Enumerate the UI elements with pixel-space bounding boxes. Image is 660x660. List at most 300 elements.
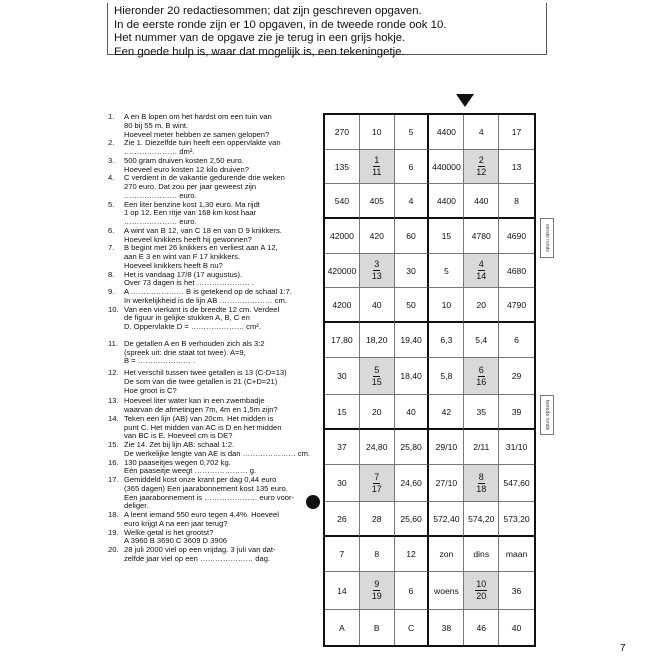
answer-cell [360, 395, 395, 430]
cell-number-pair [372, 365, 382, 388]
question-text-line: Zie 14. Zet bij lijn AB: schaal 1:2. [124, 440, 235, 449]
answer-cell [429, 358, 464, 396]
answer-cell [395, 323, 430, 358]
answer-cell [395, 465, 430, 503]
answer-cell [499, 358, 534, 396]
question-text-line: Hoe groot is C? [124, 385, 177, 395]
cell-value: 37 [337, 441, 347, 452]
question-item [108, 113, 308, 139]
question-number-cell [360, 254, 395, 289]
answer-cell [499, 150, 534, 185]
cell-value: 30 [337, 371, 347, 382]
cell-value: 30 [406, 265, 416, 276]
question-text-line: 130 paaseitjes wegen 0,702 kg. [124, 457, 231, 467]
cell-value: 29 [511, 371, 522, 382]
answer-cell [429, 610, 464, 645]
answer-cell [395, 610, 430, 645]
answer-cell [464, 502, 499, 537]
question-item [108, 174, 308, 200]
question-number-cell [464, 358, 499, 396]
question-text-line: ………………… dm². [124, 147, 195, 156]
cell-value: 40 [406, 406, 416, 417]
cell-question-number: 14 [476, 271, 487, 282]
question-text-line: de figuur in gelijke stukken A, B, C en [124, 313, 250, 323]
question-number: 1. [108, 112, 115, 121]
question-number: 11. [108, 338, 118, 348]
question-number: 14. [108, 413, 119, 423]
question-text-line: zelfde jaar viel op een ………………… dag. [124, 553, 271, 563]
cell-value: 573,20 [503, 513, 530, 524]
question-number: 2. [108, 138, 115, 148]
question-number: 17. [108, 475, 119, 484]
question-text-line: B begint met 26 knikkers en verliest aan A 12, [124, 243, 278, 253]
cell-value: 4690 [507, 230, 527, 241]
answer-cell [429, 465, 464, 503]
instruction-line: Hieronder 20 redactiesommen; dat zijn geschreven opgaven. [114, 5, 422, 17]
question-text-line: Het verschil tussen twee getallen is 13 (C-D=13) [124, 368, 287, 377]
cell-number-pair [476, 259, 486, 282]
side-tab-second-round: tweede ronde [540, 395, 554, 435]
question-text-line: Gemiddeld kost onze krant per dag 0,44 euro [124, 475, 277, 484]
answer-cell [395, 502, 430, 537]
cell-number-pair [372, 259, 382, 282]
question-item [108, 139, 308, 157]
cell-value: 440000 [432, 161, 461, 172]
cell-top-value: 7 [374, 471, 380, 482]
side-tab-first-round: eerste ronde [540, 218, 554, 258]
cell-value: 60 [406, 230, 416, 241]
answer-cell [325, 465, 360, 503]
question-text-line: waarvan de afmetingen 7m, 4m en 1,5m zijn? [124, 405, 278, 414]
question-text-line: C verdient in de vakantie gedurende drie weken [124, 173, 285, 183]
question-number: 5. [108, 199, 115, 209]
question-text-line: Hoeveel liter water kan in een zwembadje [124, 396, 265, 406]
cell-value: 18,20 [365, 334, 388, 345]
question-text-line: Welke getal is het grootst? [124, 527, 214, 537]
cell-value: 17,80 [331, 334, 353, 345]
cell-top-value: 10 [476, 579, 487, 590]
cell-value: 19,40 [400, 334, 422, 345]
question-number: 18. [108, 510, 119, 519]
cell-value: 18,40 [400, 371, 422, 382]
cell-value: 4 [408, 195, 414, 206]
cell-value: 15 [441, 230, 452, 241]
question-item [108, 415, 308, 441]
question-number: 8. [108, 269, 115, 279]
cell-value: 29/10 [435, 441, 458, 452]
cell-value: 15 [337, 406, 347, 417]
question-number-cell [360, 150, 395, 185]
cell-question-number: 13 [371, 271, 382, 282]
question-text-line: De som van die twee getallen is 21 (C+D=21) [124, 376, 278, 386]
cell-value: dins [473, 548, 490, 559]
cell-value: 6 [408, 161, 414, 172]
answer-cell [499, 537, 534, 572]
question-text-line: A 3960 B 3690 C 3609 D 3906 [124, 536, 228, 546]
answer-cell [429, 395, 464, 430]
cell-value: 2/11 [473, 441, 490, 452]
question-item [108, 369, 308, 395]
question-text-line: deliger. [124, 501, 149, 511]
cell-value: 17 [511, 126, 522, 137]
answer-grid [323, 113, 536, 647]
answer-cell [429, 219, 464, 254]
cell-value: 46 [476, 622, 487, 633]
question-number: 13. [108, 396, 119, 406]
question-number-cell [360, 572, 395, 611]
cell-number-pair [476, 155, 486, 178]
cell-value: 6 [408, 585, 414, 596]
question-list [108, 112, 311, 564]
cell-question-number: 16 [476, 376, 487, 387]
question-text-line: Zie 1. Diezelfde tuin heeft een oppervlakte van [124, 138, 281, 148]
answer-cell [464, 288, 499, 323]
question-item [108, 271, 308, 289]
answer-cell [395, 358, 430, 396]
cell-question-number: 19 [371, 591, 382, 602]
question-text-line: punt C. Het midden van AC is D en het midden [124, 422, 282, 432]
cell-value: 5 [444, 265, 449, 276]
cell-value: zon [439, 548, 454, 559]
cell-top-value: 9 [374, 579, 380, 590]
question-number: 19. [108, 527, 119, 537]
question-text-line: A wint van B 12, van C 18 en van D 9 knikkers. [124, 225, 282, 235]
cell-question-number: 12 [476, 167, 487, 178]
question-item [108, 529, 308, 547]
answer-cell [499, 115, 534, 150]
cell-value: 20 [371, 406, 382, 417]
answer-cell [499, 395, 534, 430]
cell-value: 10 [371, 126, 382, 137]
answer-cell [429, 537, 464, 572]
question-item [108, 157, 308, 175]
question-item [108, 397, 308, 415]
answer-cell [395, 537, 430, 572]
question-text-line: A leent iemand 550 euro tegen 4,4%. Hoeveel [124, 510, 279, 519]
question-item [108, 288, 308, 306]
question-number: 10. [108, 304, 119, 314]
cell-question-number: 17 [371, 483, 382, 494]
cell-value: 42 [441, 406, 452, 417]
question-text-line: Over 73 dagen is het ………………… . [124, 278, 254, 288]
cell-top-value: 4 [478, 259, 484, 270]
cell-value: 12 [406, 548, 416, 559]
question-text-line: In werkelijkheid is de lijn AB ………………… cm. [124, 295, 287, 305]
question-text-line: Een jaarabonnement is ………………… euro voor- [124, 492, 295, 502]
cell-value: 405 [369, 195, 384, 206]
question-text-line: B = ………………… . [124, 356, 196, 366]
cell-value: 25,80 [400, 441, 422, 452]
cell-number-pair [372, 579, 382, 602]
answer-cell [429, 150, 464, 185]
cell-value: A [339, 622, 345, 633]
cell-value: 20 [476, 299, 487, 310]
question-number: 20. [108, 545, 119, 554]
cell-value: C [407, 622, 415, 633]
answer-cell [395, 395, 430, 430]
question-text-line: Van een vierkant is de breedte 12 cm. Verdeel [124, 304, 280, 314]
cell-question-number: 15 [371, 376, 382, 387]
answer-cell [325, 430, 360, 465]
question-number-cell [464, 465, 499, 503]
cell-value: 8 [374, 548, 380, 559]
question-text-line: 1 op 12. Een ritje van 168 km kost haar [124, 208, 257, 218]
question-text-line: A en B lopen om het hardst om een tuin van [124, 112, 272, 121]
answer-cell [360, 610, 395, 645]
instruction-line: In de eerste ronde zijn er 10 opgaven, in de tweede ronde ook 10. [114, 18, 447, 31]
answer-cell [325, 502, 360, 537]
answer-cell [395, 288, 430, 323]
question-text-line: Hoeveel knikkers heeft B nu? [124, 260, 223, 270]
question-text-line: euro krijgt A na een jaar terug? [124, 518, 228, 528]
question-item [108, 306, 308, 332]
question-number: 4. [108, 173, 115, 183]
instruction-line: Een goede hulp is, waar dat mogelijk is, een tekeningetje. [114, 45, 405, 58]
cell-value: 574,20 [468, 513, 495, 524]
answer-cell [395, 184, 430, 219]
cell-value: maan [505, 548, 528, 559]
cell-number-pair [476, 472, 486, 495]
cell-question-number: 20 [476, 591, 487, 602]
question-text-line: 270 euro. Dat zou per jaar geweest zijn [124, 182, 257, 191]
cell-value: B [373, 622, 380, 633]
answer-cell [464, 219, 499, 254]
cell-value: 420 [369, 230, 384, 241]
answer-cell [360, 537, 395, 572]
answer-cell [360, 115, 395, 150]
cell-value: 540 [334, 195, 350, 206]
answer-cell [464, 115, 499, 150]
answer-cell [499, 502, 534, 537]
answer-cell [325, 572, 360, 611]
cell-top-value: 1 [374, 155, 380, 166]
cell-value: 4400 [436, 126, 456, 137]
answer-cell [464, 323, 499, 358]
answer-cell [325, 115, 360, 150]
answer-cell [429, 184, 464, 219]
cell-value: 270 [334, 126, 350, 137]
question-item [108, 459, 308, 477]
cell-value: 35 [476, 406, 487, 417]
answer-cell [360, 184, 395, 219]
cell-top-value: 3 [374, 259, 380, 270]
cell-value: 24,80 [365, 441, 388, 452]
cell-top-value: 2 [478, 155, 484, 166]
answer-cell [429, 115, 464, 150]
answer-cell [395, 254, 430, 289]
question-text-line: A ………………… B is getekend op de schaal 1:7. [124, 287, 292, 296]
question-number: 9. [108, 287, 115, 296]
answer-cell [499, 465, 534, 503]
question-text-line: (spreek uit: drie staat tot twee). A=9, [124, 347, 246, 357]
instructions-box [107, 3, 547, 58]
cell-value: 36 [511, 585, 522, 596]
answer-cell [325, 395, 360, 430]
answer-cell [464, 395, 499, 430]
question-text-line: D. Oppervlakte D = ………………… cm². [124, 322, 261, 331]
answer-cell [395, 572, 430, 611]
question-text-line: 500 gram druiven kosten 2,50 euro. [124, 155, 244, 165]
cell-value: 10 [441, 299, 452, 310]
answer-cell [360, 430, 395, 465]
cell-value: 5 [408, 126, 414, 137]
cell-number-pair [476, 365, 486, 388]
answer-cell [499, 323, 534, 358]
answer-cell [325, 358, 360, 396]
cell-value: 31/10 [505, 441, 528, 452]
cell-value: 24,60 [400, 478, 422, 489]
question-text-line: ………………… euro. [124, 190, 197, 200]
cell-value: 30 [337, 478, 347, 489]
answer-cell [325, 537, 360, 572]
answer-cell [499, 288, 534, 323]
answer-cell [360, 219, 395, 254]
cell-value: 5,4 [475, 334, 488, 345]
cell-value: 4780 [471, 230, 491, 241]
question-text-line: Eén paaseitje weegt ………………… g. [124, 466, 257, 476]
question-number-cell [464, 572, 499, 611]
answer-cell [464, 430, 499, 465]
cell-value: 420000 [327, 265, 357, 276]
cell-value: 4400 [436, 195, 456, 206]
cell-value: 440 [474, 195, 489, 206]
answer-cell [464, 537, 499, 572]
question-number-cell [360, 465, 395, 503]
question-item [108, 227, 308, 245]
answer-cell [325, 610, 360, 645]
cell-value: 547,60 [503, 478, 530, 489]
answer-cell [325, 150, 360, 185]
answer-cell [395, 430, 430, 465]
cell-value: 8 [514, 195, 519, 206]
cell-value: 40 [511, 622, 522, 633]
cell-value: 572,40 [433, 513, 460, 524]
question-number: 15. [108, 440, 119, 449]
answer-cell [395, 115, 430, 150]
cell-value: 50 [406, 299, 416, 310]
answer-cell [429, 572, 464, 611]
answer-cell [325, 288, 360, 323]
answer-cell [429, 254, 464, 289]
cell-value: 25,60 [400, 513, 422, 524]
question-number: 3. [108, 155, 115, 165]
answer-cell [325, 254, 360, 289]
question-item [108, 546, 308, 564]
question-text-line: 80 bij 55 m. B wint. [124, 120, 189, 130]
cell-value: 13 [511, 161, 522, 172]
cell-value: 5,8 [440, 371, 453, 382]
question-item [108, 201, 308, 227]
cell-value: 4790 [507, 299, 527, 310]
answer-cell [429, 323, 464, 358]
answer-cell [464, 184, 499, 219]
question-item [108, 244, 308, 270]
answer-cell [360, 502, 395, 537]
cell-value: 39 [511, 406, 522, 417]
cell-number-pair [372, 155, 381, 178]
question-item [108, 340, 308, 366]
answer-cell [429, 288, 464, 323]
question-text-line: Hoeveel euro kosten 12 kilo druiven? [124, 164, 249, 174]
question-text-line: Een liter benzine kost 1,30 euro. Ma rijdt [124, 199, 260, 209]
cell-top-value: 6 [478, 364, 484, 375]
cell-value: 26 [337, 513, 347, 524]
cell-value: 27/10 [435, 478, 458, 489]
answer-cell [499, 572, 534, 611]
triangle-marker-icon [456, 94, 474, 107]
question-item [108, 511, 308, 529]
answer-cell [499, 219, 534, 254]
question-number: 16. [108, 457, 119, 467]
question-text-line: (365 dagen) Een jaarabonnement kost 135 euro. [124, 483, 288, 493]
question-text-line: 28 juli 2000 viel op een vrijdag. 3 juli van dat- [124, 545, 276, 554]
cell-value: woens [433, 585, 459, 596]
cell-value: 14 [337, 585, 347, 596]
dot-marker-icon [306, 495, 320, 509]
cell-value: 38 [441, 622, 452, 633]
answer-cell [360, 288, 395, 323]
question-text-line: Hoeveel knikkers heeft hij gewonnen? [124, 234, 252, 244]
question-item [108, 440, 311, 459]
answer-cell [325, 184, 360, 219]
cell-question-number: 18 [476, 483, 487, 494]
page-number: 7 [620, 643, 626, 654]
answer-cell [395, 219, 430, 254]
answer-cell [395, 150, 430, 185]
question-number: 12. [108, 368, 119, 377]
answer-cell [360, 323, 395, 358]
question-text-line: De werkelijke lengte van AE is dan ………………… cm. [124, 448, 311, 458]
cell-value: 40 [371, 299, 382, 310]
cell-value: 6,3 [440, 334, 453, 345]
question-text-line: Hoeveel meter hebben ze samen gelopen? [124, 129, 270, 139]
cell-number-pair [372, 472, 382, 495]
cell-question-number: 11 [372, 167, 382, 178]
cell-value: 4680 [507, 265, 527, 276]
answer-cell [429, 502, 464, 537]
question-text-line: ………………… euro. [124, 217, 197, 226]
question-number-cell [464, 150, 499, 185]
cell-value: 42000 [329, 230, 354, 241]
answer-cell [499, 254, 534, 289]
question-number-cell [360, 358, 395, 396]
question-text-line: De getallen A en B verhouden zich als 3:2 [124, 338, 265, 348]
cell-value: 4200 [332, 299, 352, 310]
question-item [108, 476, 308, 511]
answer-cell [499, 610, 534, 645]
question-text-line: Teken een lijn (AB) van 20cm. Het midden is [124, 413, 274, 423]
answer-cell [429, 430, 464, 465]
answer-cell [325, 219, 360, 254]
cell-value: 7 [339, 548, 345, 559]
cell-number-pair [475, 579, 487, 602]
answer-cell [464, 610, 499, 645]
question-number-cell [464, 254, 499, 289]
question-number: 6. [108, 225, 115, 235]
cell-top-value: 5 [374, 364, 380, 375]
answer-cell [499, 430, 534, 465]
question-text-line: van BC is E. Hoeveel cm is DE? [124, 431, 233, 441]
answer-cell [499, 184, 534, 219]
cell-value: 4 [478, 126, 484, 137]
instruction-line: Het nummer van de opgave zie je terug in een grijs hokje. [114, 32, 406, 44]
cell-value: 6 [514, 334, 519, 345]
cell-top-value: 8 [478, 471, 484, 482]
answer-cell [325, 323, 360, 358]
cell-value: 28 [371, 513, 382, 524]
question-number: 7. [108, 243, 115, 253]
question-text-line: aan E 3 en wint van F 17 knikkers. [124, 252, 241, 261]
